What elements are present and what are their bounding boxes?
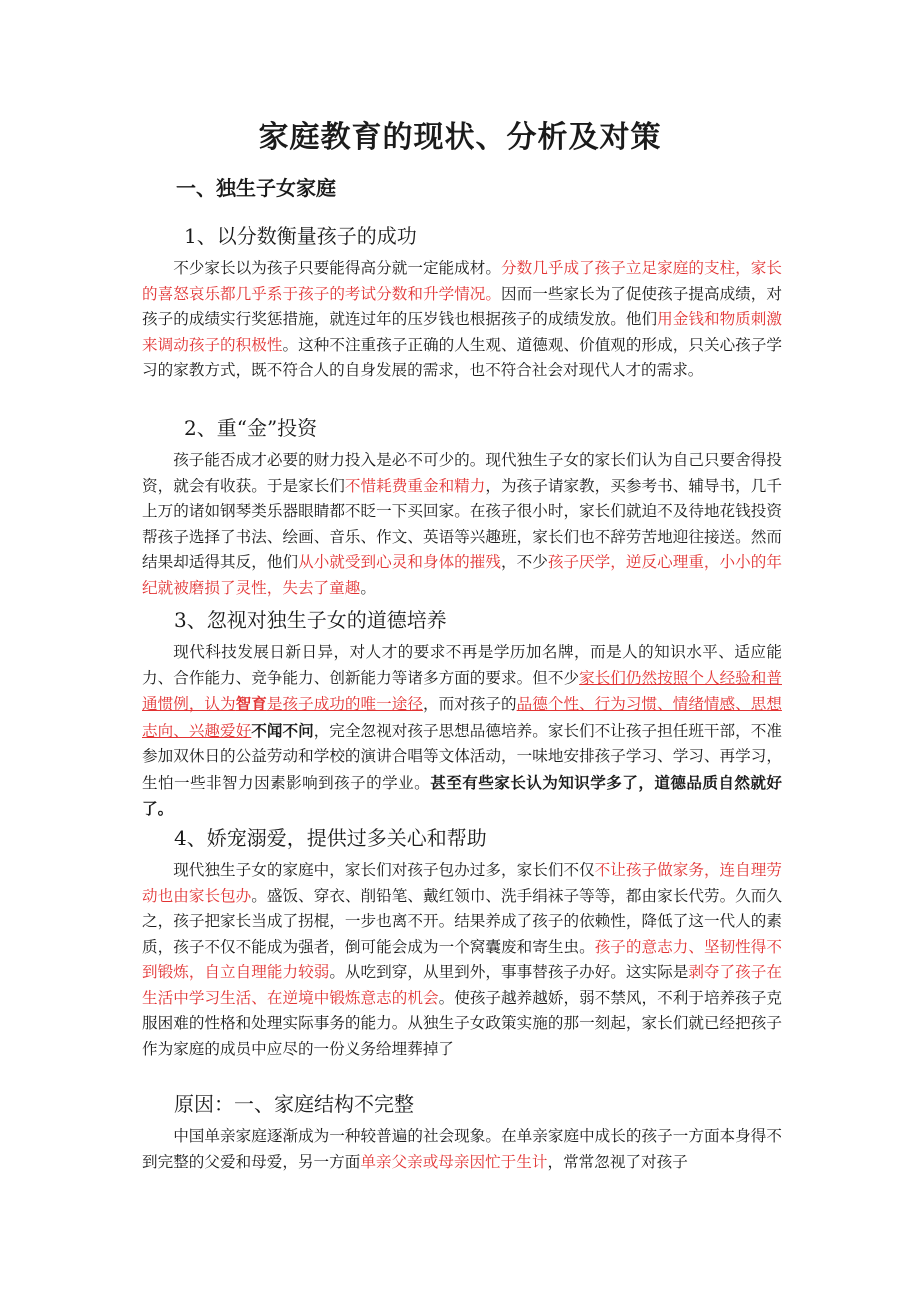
text-run: 。使孩子越养越娇，弱不禁风，不利于培养孩子克服困难的性格和处理实际事务的能力。从独生子女政策实施的那一刻起，家长们就已经把孩子作为家庭的成员中应尽的一份义务给埋葬掉了 [142, 988, 782, 1058]
paragraph-moral-neglect [142, 640, 782, 823]
highlight-run: 家长们仍然按照个人经验和普通惯例，认为 [142, 668, 782, 713]
page-title: 家庭教育的现状、分析及对策 [258, 120, 662, 155]
highlight-run: 智育 [235, 694, 267, 713]
text-run: ，不少 [501, 553, 548, 571]
text-run: 现代独生子女的家庭中，家长们对孩子包办过多，家长们不仅 [173, 861, 595, 879]
paragraph-overindulgence [142, 858, 782, 1062]
bold-run: 甚至有些家长认为知识学多了，道德品质自然就好了。 [142, 772, 782, 818]
heading-money-investment: 2、重“金”投资 [184, 416, 318, 440]
text-run: 。盛饭、穿衣、削铅笔、戴红领巾、洗手绢袜子等等，都由家长代劳。久而久之，孩子把家长当成了拐棍，一步也离不开。结果养成了孩子的依赖性，降低了这一代人的素质，孩子不仅不能成为强者，倒可能会成为一个窝囊废和寄生虫。 [142, 886, 782, 956]
highlight-run: 单亲父亲或母亲因忙于生计 [360, 1152, 548, 1171]
highlight-run: 分数几乎成了孩子立足家庭的支柱，家长的喜怒哀乐都几乎系于孩子的考试分数和升学情况。 [142, 259, 782, 303]
paragraph-incomplete-family [142, 1124, 782, 1175]
text-run: ，为孩子请家教，买参考书、辅导书，几千上万的诸如钢琴类乐器眼睛都不眨一下买回家。在孩子很小时，家长们就迫不及待地花钱投资帮孩子选择了书法、绘画、音乐、作文、英语等兴趣班，家长们也不辞劳苦地迎往接送。然而结果却适得其反，他们 [142, 476, 782, 571]
highlight-run: 品德个性、行为习惯、情绪情感、思想志向、兴趣爱好 [142, 695, 782, 740]
bold-run: 不闻不问 [251, 720, 314, 740]
heading-overindulgence: 4、娇宠溺爱，提供过多关心和帮助 [174, 826, 487, 850]
paragraph-score-measure [142, 256, 782, 384]
text-run: 。从吃到穿，从里到外，事事替孩子办好。这实际是 [329, 963, 689, 981]
highlight-run: 用金钱和物质刺激来调动孩子的积极性 [142, 310, 782, 354]
text-run: 因而一些家长为了促使孩子提高成绩，对孩子的成绩实行奖惩措施，就连过年的压岁钱也根据孩子的成绩发放。他们 [142, 284, 782, 328]
text-run: ，常常忽视了对孩子 [547, 1152, 688, 1171]
paragraph-money-investment [142, 448, 782, 601]
text-run: 中国单亲家庭逐渐成为一种较普遍的社会现象。在单亲家庭中成长的孩子一方面本身得不到完整的父爱和母爱，另一方面 [142, 1127, 782, 1171]
text-run: 。 [360, 578, 376, 597]
text-run: 孩子能否成才必要的财力投入是必不可少的。现代独生子女的家长们认为自己只要舍得投资，就会有收获。于是家长们 [142, 451, 782, 495]
highlight-run: 剥夺了孩子在生活中学习生活、在逆境中锻炼意志的机会 [142, 963, 782, 1007]
heading-score-measure: 1、以分数衡量孩子的成功 [184, 224, 417, 248]
heading-moral-neglect: 3、忽视对独生子女的道德培养 [174, 608, 447, 632]
highlight-run: 孩子的意志力、坚韧性得不到锻炼，自立自理能力较弱 [142, 937, 782, 981]
highlight-run: 不惜耗费重金和精力 [344, 476, 486, 495]
highlight-run: 不让孩子做家务，连自理劳动也由家长包办 [142, 861, 782, 905]
highlight-run: 从小就受到心灵和身体的摧残 [298, 553, 502, 571]
highlight-run: 是孩子成功的唯一途径 [266, 695, 423, 713]
text-run: 。这种不注重孩子正确的人生观、道德观、价值观的形成，只关心孩子学习的家教方式，既不符合人的自身发展的需求，也不符合社会对现代人才的需求。 [142, 335, 782, 379]
text-run: ，完全忽视对孩子思想品德培养。家长们不让孩子担任班干部，不准参加双休日的公益劳动和学校的演讲合唱等文体活动，一味地安排孩子学习、学习、再学习，生怕一些非智力因素影响到孩子的学业。 [142, 721, 782, 792]
text-run: ，而对孩子的 [422, 695, 517, 713]
text-run: 不少家长以为孩子只要能得高分就一定能成材。 [173, 259, 502, 277]
section-heading-only-child-family: 一、独生子女家庭 [176, 176, 336, 200]
heading-incomplete-family: 原因：一、家庭结构不完整 [174, 1092, 414, 1116]
highlight-run: 孩子厌学，逆反心理重，小小的年纪就被磨损了灵性，失去了童趣 [142, 553, 782, 597]
text-run: 现代科技发展日新日异，对人才的要求不再是学历加名牌，而是人的知识水平、适应能力、合作能力、竞争能力、创新能力等诸多方面的要求。但不少 [142, 643, 782, 687]
